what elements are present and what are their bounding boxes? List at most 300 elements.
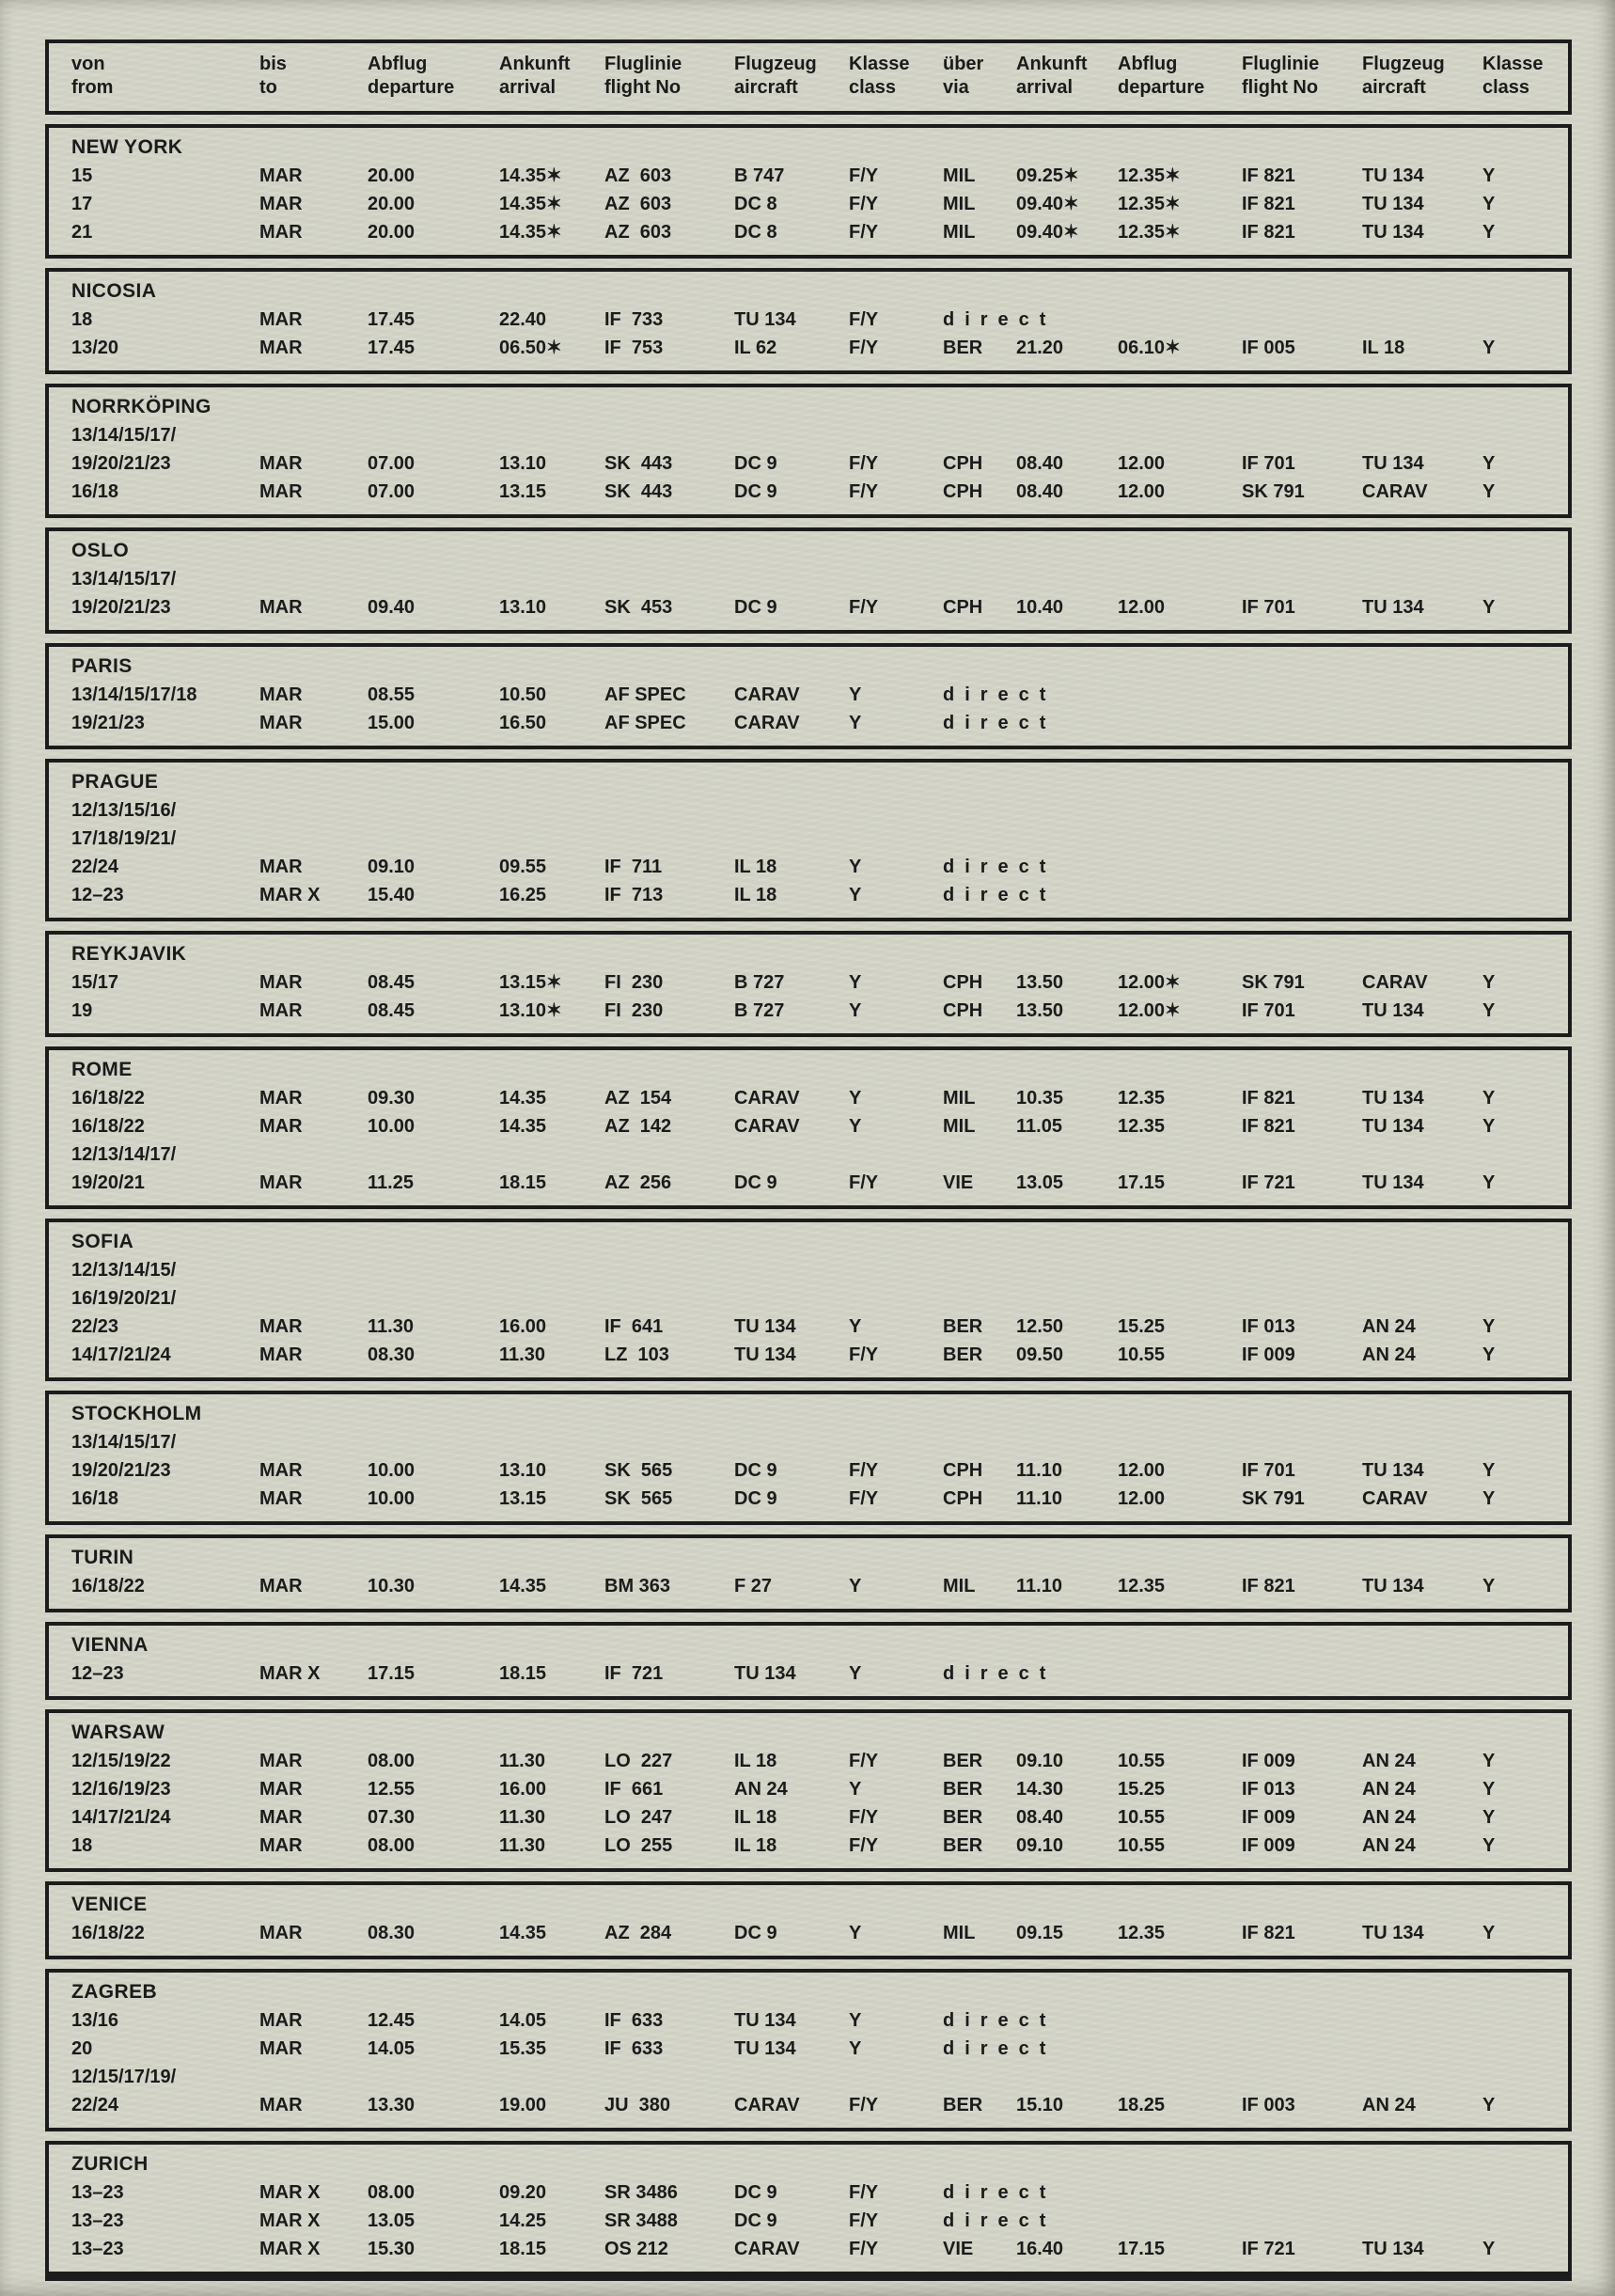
cell-class: F/Y [849,597,879,618]
city-name: NICOSIA [71,280,157,302]
cell-class-2: Y [1482,1088,1496,1109]
cell-arrival-2: 13.50 [1016,1000,1064,1021]
cell-arrival: 18.15 [499,2239,547,2259]
city-section [45,1969,1572,2131]
cell-via: MIL [943,1576,976,1596]
cell-departure: 09.40 [368,597,416,618]
cell-aircraft-2: TU 134 [1362,222,1424,243]
city-section [45,759,1572,921]
cell-class: F/Y [849,1835,879,1856]
cell-class: Y [849,1316,862,1337]
flight-row [71,2178,1568,2207]
cell-dates: 15/17 [71,972,119,993]
cell-aircraft-2: AN 24 [1362,1751,1416,1771]
cell-flight-no: IF 721 [604,1663,664,1684]
cell-month: MAR [259,1316,303,1337]
flight-row [71,1140,1568,1169]
cell-month: MAR [259,194,303,214]
cell-class-2: Y [1482,2095,1496,2115]
cell-arrival: 14.25 [499,2210,547,2231]
cell-arrival-2: 16.40 [1016,2239,1064,2259]
cell-flight-no-2: IF 821 [1242,1923,1295,1943]
cell-month: MAR [259,453,303,474]
cell-departure-2: 17.15 [1118,2239,1166,2259]
cell-via: MIL [943,222,976,243]
flight-row [71,968,1568,997]
cell-month: MAR [259,481,303,502]
cell-aircraft: DC 9 [734,1460,777,1481]
cell-class-2: Y [1482,338,1496,358]
cell-via: CPH [943,453,983,474]
cell-month: MAR [259,597,303,618]
cell-month: MAR [259,222,303,243]
cell-arrival-2: 11.10 [1016,1460,1062,1481]
cell-class: Y [849,2038,862,2059]
cell-arrival-2: 09.25✶ [1016,165,1079,186]
flight-row [71,1313,1568,1341]
flight-row [71,1456,1568,1485]
cell-flight-no: AF SPEC [604,713,686,733]
header-label-de: Flugzeug [734,54,817,74]
cell-dates: 19 [71,1000,93,1021]
cell-dates: 22/24 [71,857,119,877]
cell-departure-2: 10.55 [1118,1807,1166,1828]
header-col-class [849,53,943,100]
cell-month: MAR [259,1460,303,1481]
cell-dates: 19/20/21/23 [71,453,171,474]
cell-arrival: 11.30 [499,1835,545,1856]
cell-class: F/Y [849,309,879,330]
cell-class: Y [849,972,862,993]
cell-aircraft-2: AN 24 [1362,1835,1416,1856]
cell-flight-no-2: IF 009 [1242,1835,1295,1856]
header-col-month [259,53,368,100]
cell-arrival-2: 11.10 [1016,1488,1062,1509]
cell-class: Y [849,1779,862,1800]
city-section [45,384,1572,518]
cell-dates: 19/20/21 [71,1172,145,1193]
cell-month: MAR [259,1751,303,1771]
city-name: NEW YORK [71,136,183,158]
cell-arrival-2: 15.10 [1016,2095,1064,2115]
cell-class: Y [849,1088,862,1109]
cell-arrival-2: 13.50 [1016,972,1064,993]
cell-aircraft-2: TU 134 [1362,597,1424,618]
cell-month: MAR [259,1488,303,1509]
cell-aircraft: DC 9 [734,2182,777,2203]
header-col-departure-2 [1118,53,1242,100]
cell-dates: 13/14/15/17/18 [71,684,197,705]
flight-row [71,1803,1568,1832]
flight-row [71,1659,1568,1688]
header-label-de: Klasse [849,54,910,74]
cell-aircraft: AN 24 [734,1779,788,1800]
cell-departure-2: 12.35 [1118,1116,1166,1137]
cell-month: MAR [259,2095,303,2115]
cell-via: direct [943,713,1057,733]
cell-aircraft-2: AN 24 [1362,1316,1416,1337]
cell-dates: 16/18 [71,481,119,502]
cell-aircraft-2: TU 134 [1362,1172,1424,1193]
cell-flight-no: SK 565 [604,1460,673,1481]
header-label-en: departure [368,77,455,98]
flight-row [71,1747,1568,1775]
cell-aircraft: TU 134 [734,2038,796,2059]
cell-class: Y [849,1116,862,1137]
cell-departure: 14.05 [368,2038,416,2059]
flight-row [71,1284,1568,1313]
cell-aircraft: CARAV [734,1116,800,1137]
cell-flight-no: IF 753 [604,338,664,358]
cell-class-2: Y [1482,1316,1496,1337]
header-label-de: Ankunft [1016,54,1088,74]
cell-flight-no: AZ 154 [604,1088,672,1109]
cell-arrival: 14.35 [499,1576,547,1596]
cell-arrival: 14.35✶ [499,165,562,186]
cell-class: Y [849,2010,862,2031]
cell-dates: 18 [71,1835,93,1856]
cell-via: MIL [943,194,976,214]
cell-via: CPH [943,972,983,993]
header-label-de: über [943,54,984,74]
cell-aircraft: IL 18 [734,1807,777,1828]
flight-row [71,1832,1568,1860]
cell-arrival-2: 11.10 [1016,1576,1062,1596]
cell-departure: 12.45 [368,2010,416,2031]
cell-flight-no: AZ 284 [604,1923,672,1943]
city-section [45,643,1572,749]
cell-dates: 13–23 [71,2239,124,2259]
cell-class: F/Y [849,2095,879,2115]
cell-via: BER [943,1751,983,1771]
cell-class-2: Y [1482,597,1496,618]
cell-arrival: 16.00 [499,1779,547,1800]
cell-class: Y [849,1923,862,1943]
cell-class: Y [849,1663,862,1684]
city-section [45,1709,1572,1872]
cell-class: F/Y [849,222,879,243]
cell-class-2: Y [1482,1835,1496,1856]
cell-via: CPH [943,597,983,618]
cell-aircraft-2: TU 134 [1362,2239,1424,2259]
cell-departure: 11.30 [368,1316,414,1337]
cell-dates: 12/15/17/19/ [71,2067,177,2087]
cell-aircraft-2: AN 24 [1362,1345,1416,1365]
header-col-aircraft-2 [1362,53,1482,100]
cell-departure: 15.30 [368,2239,416,2259]
cell-departure-2: 12.00✶ [1118,972,1181,993]
header-label-en: to [259,77,277,98]
cell-flight-no-2: IF 013 [1242,1779,1295,1800]
cell-class: F/Y [849,481,879,502]
cell-arrival: 19.00 [499,2095,547,2115]
header-col-via [943,53,1016,100]
cell-arrival: 13.10 [499,453,547,474]
cell-flight-no: FI 230 [604,972,664,993]
cell-arrival: 16.00 [499,1316,547,1337]
cell-flight-no-2: IF 701 [1242,1460,1295,1481]
cell-departure: 10.00 [368,1116,416,1137]
cell-flight-no: LO 247 [604,1807,673,1828]
cell-dates: 17 [71,194,93,214]
cell-class-2: Y [1482,1172,1496,1193]
cell-flight-no-2: IF 013 [1242,1316,1295,1337]
cell-departure-2: 12.35 [1118,1923,1166,1943]
cell-flight-no: AF SPEC [604,684,686,705]
city-name: NORRKÖPING [71,396,212,417]
cell-flight-no-2: IF 821 [1242,1576,1295,1596]
header-label-de: von [71,54,105,74]
city-section [45,527,1572,634]
cell-month: MAR [259,165,303,186]
cell-month: MAR [259,2010,303,2031]
cell-flight-no: IF 733 [604,309,664,330]
cell-month: MAR [259,1172,303,1193]
cell-arrival: 14.35 [499,1116,547,1137]
cell-aircraft: CARAV [734,1088,800,1109]
city-section [45,1881,1572,1959]
cell-month: MAR [259,1835,303,1856]
cell-aircraft: IL 62 [734,338,777,358]
cell-arrival: 09.20 [499,2182,547,2203]
cell-arrival: 14.05 [499,2010,547,2031]
city-section [45,931,1572,1037]
cell-dates: 12/13/14/17/ [71,1144,177,1165]
header-label-en: arrival [499,77,557,98]
cell-departure-2: 12.35 [1118,1088,1166,1109]
cell-aircraft: CARAV [734,2095,800,2115]
header-col-class-2 [1482,53,1568,100]
cell-departure-2: 12.35 [1118,1576,1166,1596]
cell-month: MAR [259,338,303,358]
cell-dates: 12–23 [71,885,124,905]
cell-aircraft-2: TU 134 [1362,1576,1424,1596]
cell-class: Y [849,857,862,877]
cell-flight-no-2: IF 009 [1242,1751,1295,1771]
cell-via: CPH [943,1000,983,1021]
cell-class: F/Y [849,1172,879,1193]
cell-class: F/Y [849,1460,879,1481]
cell-class-2: Y [1482,1807,1496,1828]
cell-departure-2: 17.15 [1118,1172,1166,1193]
cell-departure: 08.00 [368,1751,416,1771]
cell-departure: 12.55 [368,1779,416,1800]
cell-arrival: 16.50 [499,713,547,733]
city-name: WARSAW [71,1722,165,1743]
cell-class-2: Y [1482,1345,1496,1365]
cell-class: F/Y [849,338,879,358]
cell-departure: 08.45 [368,1000,416,1021]
cell-flight-no-2: SK 791 [1242,972,1305,993]
header-col-aircraft [734,53,849,100]
cell-flight-no: IF 633 [604,2038,664,2059]
flight-row [71,2006,1568,2035]
cell-flight-no-2: IF 003 [1242,2095,1295,2115]
cell-dates: 19/20/21/23 [71,597,171,618]
flight-row [71,593,1568,621]
flight-row [71,421,1568,449]
city-section [45,1391,1572,1525]
cell-flight-no-2: IF 821 [1242,165,1295,186]
cell-via: direct [943,2010,1057,2031]
header-label-de: Klasse [1482,54,1544,74]
cell-flight-no: BM 363 [604,1576,671,1596]
cell-via: MIL [943,1116,976,1137]
header-label-en: departure [1118,77,1205,98]
sections [45,124,1572,2281]
cell-flight-no-2: IF 821 [1242,1116,1295,1137]
cell-dates: 21 [71,222,93,243]
cell-class-2: Y [1482,1923,1496,1943]
header-label-en: flight No [604,77,682,98]
cell-arrival-2: 11.05 [1016,1116,1062,1137]
cell-month: MAR [259,309,303,330]
city-name: SOFIA [71,1231,134,1252]
cell-aircraft-2: TU 134 [1362,1460,1424,1481]
cell-flight-no-2: IF 005 [1242,338,1295,358]
cell-class: F/Y [849,2210,879,2231]
cell-flight-no: IF 713 [604,885,664,905]
cell-departure-2: 12.00 [1118,1460,1166,1481]
city-name: VENICE [71,1894,148,1915]
cell-arrival-2: 09.10 [1016,1835,1064,1856]
cell-flight-no-2: SK 791 [1242,481,1305,502]
cell-dates: 12–23 [71,1663,124,1684]
cell-arrival: 16.25 [499,885,547,905]
cell-dates: 15 [71,165,93,186]
flight-row [71,709,1568,737]
cell-flight-no: SK 443 [604,453,673,474]
flight-row [71,997,1568,1025]
flight-row [71,449,1568,478]
cell-flight-no-2: IF 009 [1242,1345,1295,1365]
city-section [45,1622,1572,1700]
cell-dates: 16/18/22 [71,1088,145,1109]
cell-aircraft-2: CARAV [1362,972,1428,993]
cell-dates: 12/13/14/15/ [71,1260,177,1281]
cell-departure-2: 12.00✶ [1118,1000,1181,1021]
cell-flight-no-2: SK 791 [1242,1488,1305,1509]
cell-arrival: 10.50 [499,684,547,705]
cell-aircraft: B 747 [734,165,785,186]
cell-class-2: Y [1482,194,1496,214]
cell-departure-2: 12.35✶ [1118,165,1181,186]
cell-departure: 15.00 [368,713,416,733]
cell-dates: 22/24 [71,2095,119,2115]
cell-arrival: 13.15 [499,481,547,502]
cell-departure-2: 12.00 [1118,481,1166,502]
flight-row [71,1112,1568,1140]
cell-departure: 10.00 [368,1488,416,1509]
cell-flight-no: AZ 142 [604,1116,672,1137]
cell-aircraft-2: TU 134 [1362,194,1424,214]
flight-row [71,1169,1568,1197]
header-label-de: Abflug [1118,54,1178,74]
cell-departure: 20.00 [368,222,416,243]
cell-aircraft: DC 9 [734,2210,777,2231]
cell-class-2: Y [1482,1576,1496,1596]
cell-departure-2: 12.00 [1118,1488,1166,1509]
cell-month: MAR [259,1923,303,1943]
cell-month: MAR X [259,2182,321,2203]
cell-month: MAR [259,1576,303,1596]
cell-class-2: Y [1482,1116,1496,1137]
cell-aircraft: DC 8 [734,222,777,243]
cell-dates: 16/18/22 [71,1116,145,1137]
cell-class-2: Y [1482,453,1496,474]
cell-arrival-2: 09.40✶ [1016,222,1079,243]
cell-via: direct [943,857,1057,877]
flight-row [71,162,1568,190]
cell-aircraft: TU 134 [734,1316,796,1337]
flight-row [71,1084,1568,1112]
cell-aircraft: DC 9 [734,597,777,618]
cell-via: VIE [943,2239,974,2259]
cell-dates: 14/17/21/24 [71,1807,171,1828]
flight-row [71,478,1568,506]
cell-via: BER [943,1835,983,1856]
header-label-en: class [849,77,897,98]
cell-arrival: 18.15 [499,1663,547,1684]
cell-dates: 12/16/19/23 [71,1779,171,1800]
flight-row [71,853,1568,881]
cell-arrival-2: 09.40✶ [1016,194,1079,214]
cell-aircraft: IL 18 [734,1835,777,1856]
cell-departure: 08.45 [368,972,416,993]
cell-class-2: Y [1482,1460,1496,1481]
header-label-en: aircraft [1362,77,1426,98]
cell-arrival: 15.35 [499,2038,547,2059]
header-col-arrival [499,53,604,100]
cell-flight-no-2: IF 721 [1242,2239,1295,2259]
city-section [45,1046,1572,1209]
cell-aircraft: IL 18 [734,1751,777,1771]
flight-row [71,796,1568,825]
cell-via: BER [943,1779,983,1800]
cell-month: MAR X [259,2210,321,2231]
cell-departure-2: 06.10✶ [1118,338,1181,358]
header-label-de: bis [259,54,287,74]
cell-class-2: Y [1482,972,1496,993]
cell-aircraft: B 727 [734,972,785,993]
cell-month: MAR [259,1345,303,1365]
city-name: TURIN [71,1547,134,1568]
cell-class-2: Y [1482,222,1496,243]
cell-aircraft: DC 9 [734,1923,777,1943]
cell-dates: 18 [71,309,93,330]
cell-departure-2: 10.55 [1118,1751,1166,1771]
cell-via: BER [943,1316,983,1337]
cell-departure-2: 18.25 [1118,2095,1166,2115]
cell-flight-no: LO 255 [604,1835,673,1856]
city-name: STOCKHOLM [71,1403,202,1424]
flight-row [71,2091,1568,2119]
flight-row [71,1919,1568,1947]
cell-via: direct [943,885,1057,905]
cell-departure: 07.00 [368,453,416,474]
header-grid [71,53,1568,100]
cell-arrival-2: 09.15 [1016,1923,1064,1943]
table-header [45,39,1572,115]
flight-row [71,190,1568,218]
cell-flight-no: IF 661 [604,1779,664,1800]
cell-month: MAR [259,713,303,733]
cell-arrival: 06.50✶ [499,338,562,358]
cell-via: MIL [943,1923,976,1943]
cell-month: MAR X [259,1663,321,1684]
cell-via: direct [943,2038,1057,2059]
flight-row [71,1428,1568,1456]
